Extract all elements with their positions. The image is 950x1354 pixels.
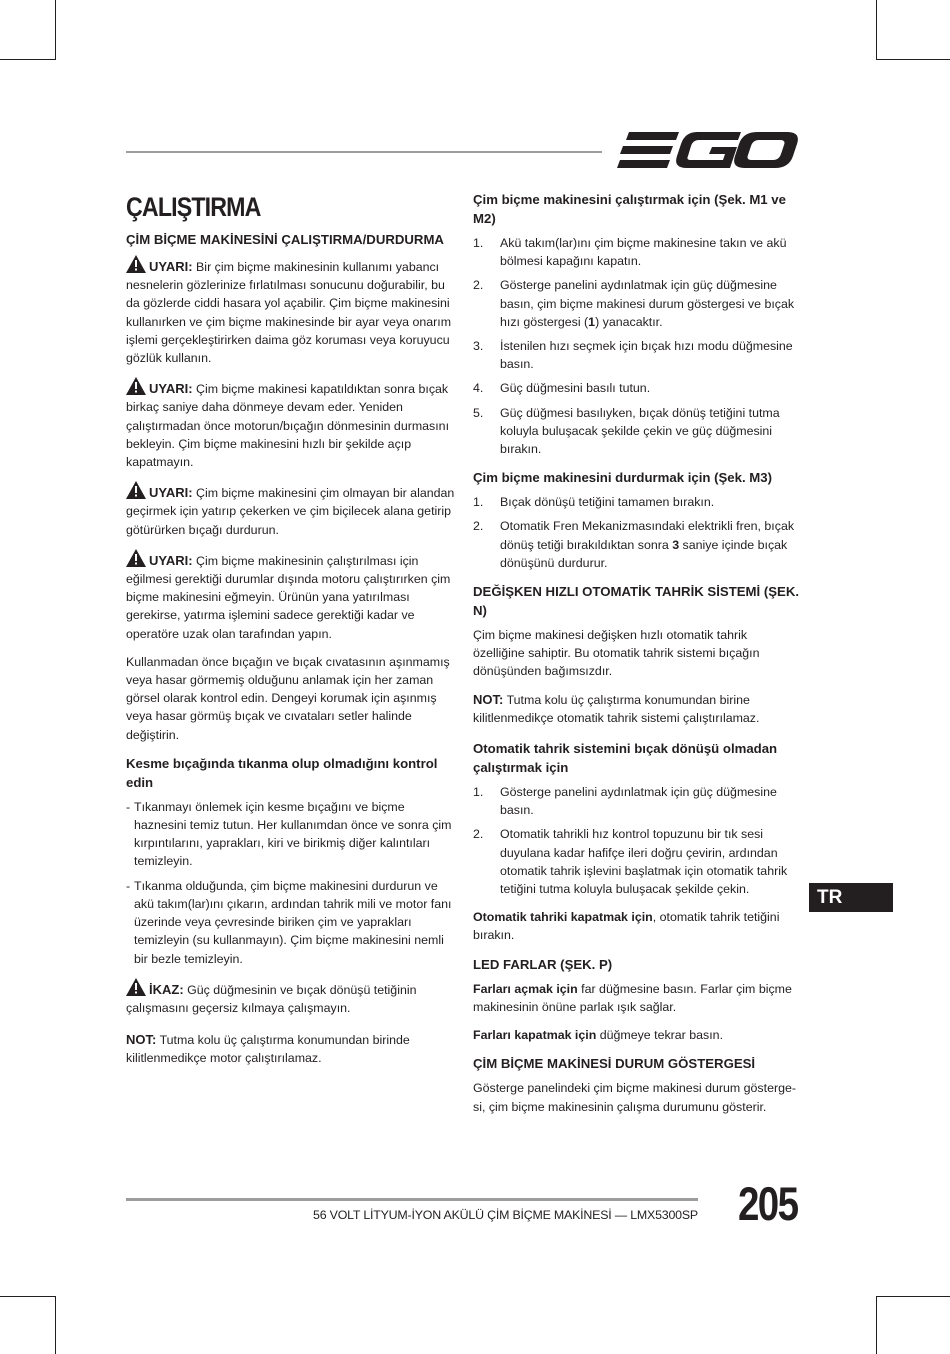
crop-mark	[55, 1296, 56, 1354]
caution-text: Güç düğmesinin ve bıçak dönüşü tetiğinin çalışmasını geçersiz kılmaya çalışmayın.	[126, 982, 417, 1015]
caution-override	[126, 978, 456, 1017]
list-item: 1. Gösterge panelini aydınlatmak için güç düğmesine basın.	[473, 785, 777, 818]
note-label: NOT:	[473, 691, 504, 707]
warning-stop-blade	[126, 481, 456, 539]
paragraph-led-off: Farları kapatmak için düğmeye tekrar basın.	[473, 1028, 724, 1043]
ego-logo	[617, 130, 799, 170]
note-text: Tutma kolu üç çalıştırma konumundan birinde kilitlenmedikçe motor çalıştırılamaz.	[126, 1033, 410, 1066]
crop-mark	[876, 0, 877, 60]
left-column	[126, 182, 456, 1078]
start-steps-list	[473, 234, 801, 458]
warning-triangle-icon	[126, 377, 146, 395]
list-item: 4. Güç düğmesini basılı tutun.	[473, 381, 651, 396]
subheading-drive-without-blade: Otomatik tahrik sistemini bıçak dönüşü olmadan çalıştırmak için	[473, 741, 778, 776]
paragraph-drive-off: Otomatik tahriki kapatmak için, otomatik tahrik tetiğini bırakın.	[473, 910, 780, 943]
stop-steps-list	[473, 493, 801, 572]
footer-title: 56 VOLT LİTYUM-İYON AKÜLÜ ÇİM BİÇME MAKİNESİ — LMX5300SP	[313, 1208, 698, 1222]
warning-text: Çim biçme makinesi kapatıldıktan sonra bıçak birkaç saniye daha dönmeye devam eder. Yeniden çalıştırmadan önce motorun/bıçağın dönmesinin durmasını bekleyin. Çim biçme makinesini hızlı bir şekilde açıp kapatmayın.	[126, 382, 450, 470]
header-rule	[126, 151, 602, 153]
section-heading-variable-speed: DEĞİŞKEN HIZLI OTOMATİK TAHRİK SİSTEMİ (ŞEK. N)	[473, 584, 800, 619]
list-item: 2. Otomatik Fren Mekanizmasındaki elektrikli fren, bıçak dönüş tetiği bırakıldıktan sonra 3 saniye içinde bıçak dönüşünü durdurur.	[473, 519, 795, 570]
crop-mark	[55, 0, 56, 60]
warning-label: UYARI:	[149, 485, 193, 501]
subheading-check-clog: Kesme bıçağında tıkanma olup olmadığını kontrol edin	[126, 755, 438, 790]
paragraph-led-on: Farları açmak için far düğmesine basın. Farlar çim biçme makinesinin önüne parlak ışık sağlar.	[473, 981, 792, 1014]
crop-mark	[876, 1296, 950, 1297]
subheading-start-mower: Çim biçme makinesini çalıştırmak için (Şek. M1 ve M2)	[473, 192, 786, 226]
right-column	[473, 190, 801, 1126]
paragraph-status: Gösterge panelindeki çim biçme makinesi durum gösterge-si, çim biçme makinesinin çalışma durumunu gösterir.	[473, 1081, 796, 1114]
note-handle-lock	[126, 1031, 456, 1067]
clog-list	[126, 798, 456, 968]
warning-tilt	[126, 549, 456, 643]
paragraph-inspect-blade: Kullanmadan önce bıçağın ve bıçak cıvatasının aşınmamış veya hasar görmemiş olduğunu anlamak için her zaman görsel olarak kontrol edin. Dengeyi korumak için aşınmış veya hasar görmüş bıçak ve cıvataları setler halinde değiştirin.	[126, 654, 450, 742]
list-item: 3. İstenilen hızı seçmek için bıçak hızı modu düğmesine basın.	[473, 339, 793, 372]
list-item: 2. Otomatik tahrikli hız kontrol topuzunu bir tık sesi duyulana kadar hafifçe ileri doğru çevirin, ardından otomatik tahrik işlevini başlatmak için otomatik tahrik tetiğini tutma koluyla buluşacak şekilde çekin.	[473, 827, 788, 897]
list-item: 5. Güç düğmesi basılıyken, bıçak dönüş tetiğini tutma koluyla buluşacak şekilde çekin ve güç düğmesini bırakın.	[473, 405, 780, 457]
section-heading-led: LED FARLAR (ŞEK. P)	[473, 956, 613, 972]
warning-label: UYARI:	[149, 381, 193, 397]
warning-triangle-icon	[126, 978, 146, 996]
crop-mark	[876, 59, 950, 60]
page-number: 205	[738, 1177, 798, 1230]
subheading-stop-mower: Çim biçme makinesini durdurmak için (Şek. M3)	[473, 470, 773, 486]
paragraph-variable-speed: Çim biçme makinesi değişken hızlı otomatik tahrik özelliğine sahiptir. Bu otomatik tahrik sistemi bıçağın dönüşünden bağımsızdır.	[473, 628, 760, 679]
note-label: NOT:	[126, 1032, 157, 1048]
warning-triangle-icon	[126, 549, 146, 567]
crop-mark	[0, 1296, 55, 1297]
footer-rule	[126, 1198, 698, 1201]
drive-steps-list	[473, 783, 801, 898]
list-item: - Tıkanma olduğunda, çim biçme makinesini durdurun ve akü takım(lar)ını çıkarın, ardından tahrik mili ve motor fanı üzerinde veya çevresinde biriken çim ve yaprakları temizleyin (su kullanmayın). Çim biçme makinesini nemli bir bezle temizleyin.	[126, 878, 452, 966]
section-heading-start-stop: ÇİM BİÇME MAKİNESİNİ ÇALIŞTIRMA/DURDURMA	[126, 232, 444, 247]
crop-mark	[876, 1296, 877, 1354]
note-drive-lock	[473, 691, 801, 727]
warning-triangle-icon	[126, 255, 146, 273]
list-item: 1. Akü takım(lar)ını çim biçme makinesine takın ve akü bölmesi kapağını kapatın.	[473, 236, 787, 269]
note-text: Tutma kolu üç çalıştırma konumundan birine kilitlenmedikçe otomatik tahrik sistemi çalıştırılamaz.	[473, 692, 760, 725]
warning-label: UYARI:	[149, 552, 193, 568]
list-item: 2. Gösterge panelini aydınlatmak için güç düğmesine basın, çim biçme makinesi durum göstergesi ve bıçak hızı göstergesi (1) yanacaktır.	[473, 278, 795, 329]
crop-mark	[0, 59, 55, 60]
list-item: 1. Bıçak dönüşü tetiğini tamamen bırakın.	[473, 495, 715, 510]
warning-text: Çim biçme makinesini çim olmayan bir alandan geçirmek için yatırıp çekerken ve çim biçilecek alana getirip götürürken bıçağı durdurun.	[126, 486, 455, 537]
caution-label: İKAZ:	[149, 981, 184, 997]
section-heading-status: ÇİM BİÇME MAKİNESİ DURUM GÖSTERGESİ	[473, 1056, 756, 1072]
list-item: - Tıkanmayı önlemek için kesme bıçağını ve biçme haznesini temiz tutun. Her kullanımdan önce ve sonra çim kırpıntılarını, yaprakları, kiri ve birikmiş diğer kalıntıları temizleyin.	[126, 799, 452, 869]
warning-eye-protection	[126, 255, 456, 367]
language-tab: TR	[809, 883, 893, 912]
warning-triangle-icon	[126, 481, 146, 499]
warning-blade-coast	[126, 377, 456, 471]
warning-label: UYARI:	[149, 259, 193, 274]
page-title: ÇALIŞTIRMA	[126, 192, 261, 222]
warning-text: Çim biçme makinesinin çalıştırılması için eğilmesi gerektiği durumlar dışında motoru çalıştırırken çim biçme makinesini eğmeyin. Ürünün yana yatırılması gerekirse, yatırma işlemini sadece gerektiği kadar ve operatöre uzak olan tarafından yapın.	[126, 553, 451, 641]
warning-text: Bir çim biçme makinesinin kullanımı yabancı nesnelerin gözlerinize fırlatılması sonucunu doğurabilir, bu da gözlerde ciddi hasara yol açabilir. Çim biçme makinesini kullanırken ve çim biçme makinesinde bir ayar veya onarım işlemi gerçekleştirirken daima göz koruması veya koruyucu gözlük kullanın.	[126, 260, 452, 366]
